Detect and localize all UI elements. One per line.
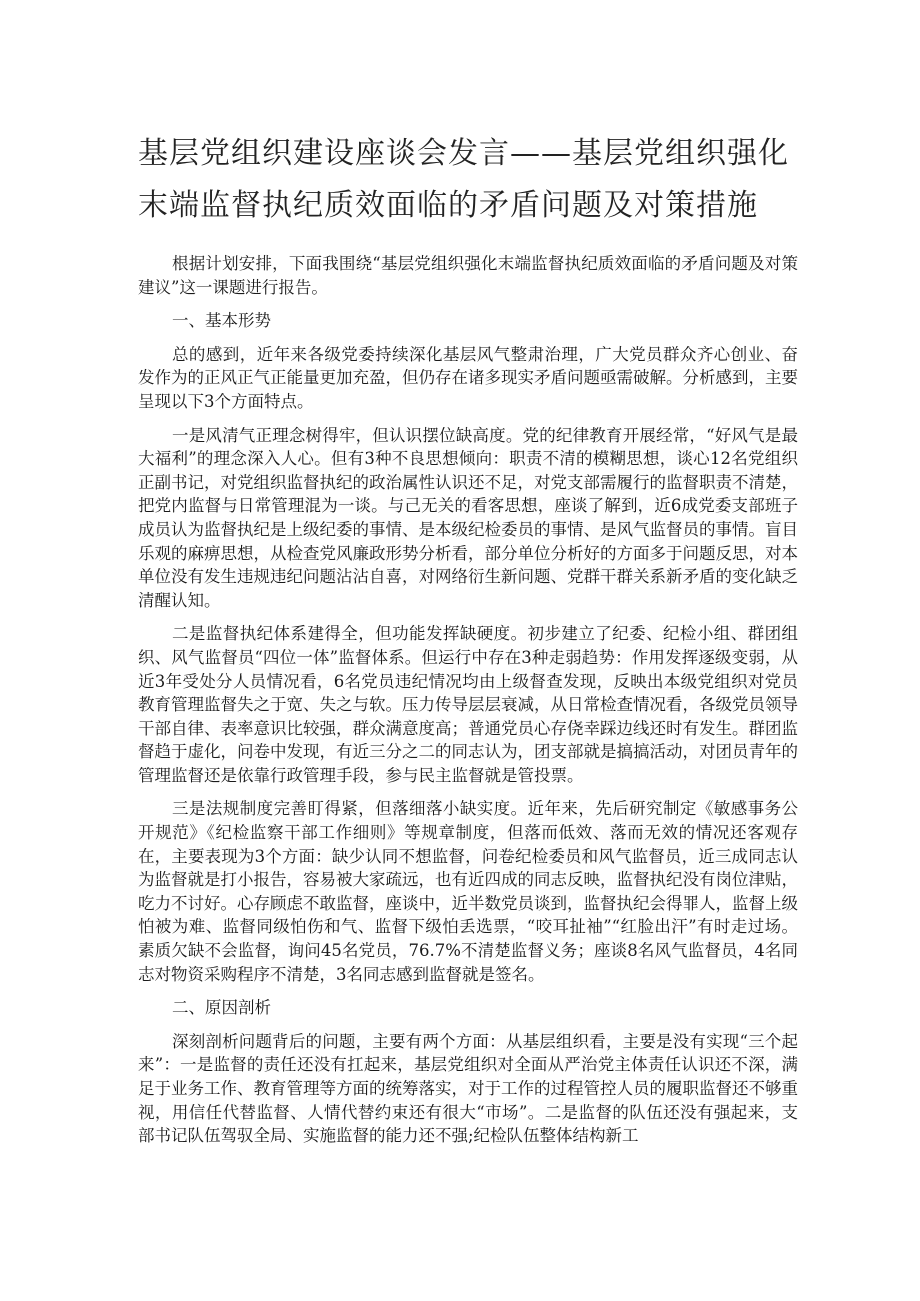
document-title: 基层党组织建设座谈会发言——基层党组织强化末端监督执纪质效面临的矛盾问题及对策措施 — [138, 136, 789, 223]
point3-paragraph: 三是法规制度完善盯得紧，但落细落小缺实度。近年来，先后研究制定《敏感事务公开规范》《纪检监察干部工作细则》等规章制度，但落而低效、落而无效的情况还客观存在，主要表现为3个方面：缺少认同不想监督，问卷纪检委员和风气监督员，近三成同志认为监督就是打小报告，容易被大家疏远，也有近四成的同志反映，监督执纪没有岗位津贴，吃力不讨好。心存顾虑不敢监督，座谈中，近半数党员谈到，监督执纪会得罪人，监督上级怕被为难、监督同级怕伤和气、监督下级怕丢选票，“咬耳扯袖”“红脸出汗”有时走过场。素质欠缺不会监督，询问45名党员，76.7%不清楚监督义务；座谈8名风气监督员，4名同志对物资采购程序不清楚，3名同志感到监督就是签名。 — [138, 799, 798, 984]
section2-paragraph: 深刻剖析问题背后的问题，主要有两个方面：从基层组织看，主要是没有实现“三个起来”：一是监督的责任还没有扛起来，基层党组织对全面从严治党主体责任认识还不深，满足于业务工作、教育管理等方面的统筹落实，对于工作的过程管控人员的履职监督还不够重视，用信任代替监督、人情代替约束还有很大“市场”。二是监督的队伍还没有强起来，支部书记队伍驾驭全局、实施监督的能力还不强;纪检队伍整体结构新工 — [138, 1031, 798, 1146]
intro-paragraph: 根据计划安排，下面我围绕“基层党组织强化末端监督执纪质效面临的矛盾问题及对策建议”这一课题进行报告。 — [138, 254, 798, 297]
section-heading-cause-analysis: 二、原因剖析 — [172, 998, 271, 1018]
point2-paragraph: 二是监督执纪体系建得全，但功能发挥缺硬度。初步建立了纪委、纪检小组、群团组织、风气监督员“四位一体”监督体系。但运行中存在3种走弱趋势：作用发挥逐级变弱，从近3年受处分人员情况看，6名党员违纪情况均由上级督查发现，反映出本级党组织对党员教育管理监督失之于宽、失之与软。压力传导层层衰减，从日常检查情况看，各级党员领导干部自律、表率意识比较强，群众满意度高；普通党员心存侥幸踩边线还时有发生。群团监督趋于虚化，问卷中发现，有近三分之二的同志认为，团支部就是搞搞活动，对团员青年的管理监督还是依靠行政管理手段，参与民主监督就是管投票。 — [138, 624, 798, 785]
point1-paragraph: 一是风清气正理念树得牢，但认识摆位缺高度。党的纪律教育开展经常，“好风气是最大福利”的理念深入人心。但有3种不良思想倾向：职责不清的模糊思想，谈心12名党组织正副书记，对党组织监督执纪的政治属性认识还不足，对党支部需履行的监督职责不清楚，把党内监督与日常管理混为一谈。与己无关的看客思想，座谈了解到，近6成党委支部班子成员认为监督执纪是上级纪委的事情、是本级纪检委员的事情、是风气监督员的事情。盲目乐观的麻痹思想，从检查党风廉政形势分析看，部分单位分析好的方面多于问题反思，对本单位没有发生违规违纪问题沾沾自喜，对网络衍生新问题、党群干群关系新矛盾的变化缺乏清醒认知。 — [138, 425, 798, 610]
section1-summary-paragraph: 总的感到，近年来各级党委持续深化基层风气整肃治理，广大党员群众齐心创业、奋发作为的正风正气正能量更加充盈，但仍存在诸多现实矛盾问题亟需破解。分析感到，主要呈现以下3个方面特点。 — [138, 344, 798, 411]
document-page — [138, 128, 798, 1158]
section-heading-basic-situation: 一、基本形势 — [172, 311, 271, 331]
